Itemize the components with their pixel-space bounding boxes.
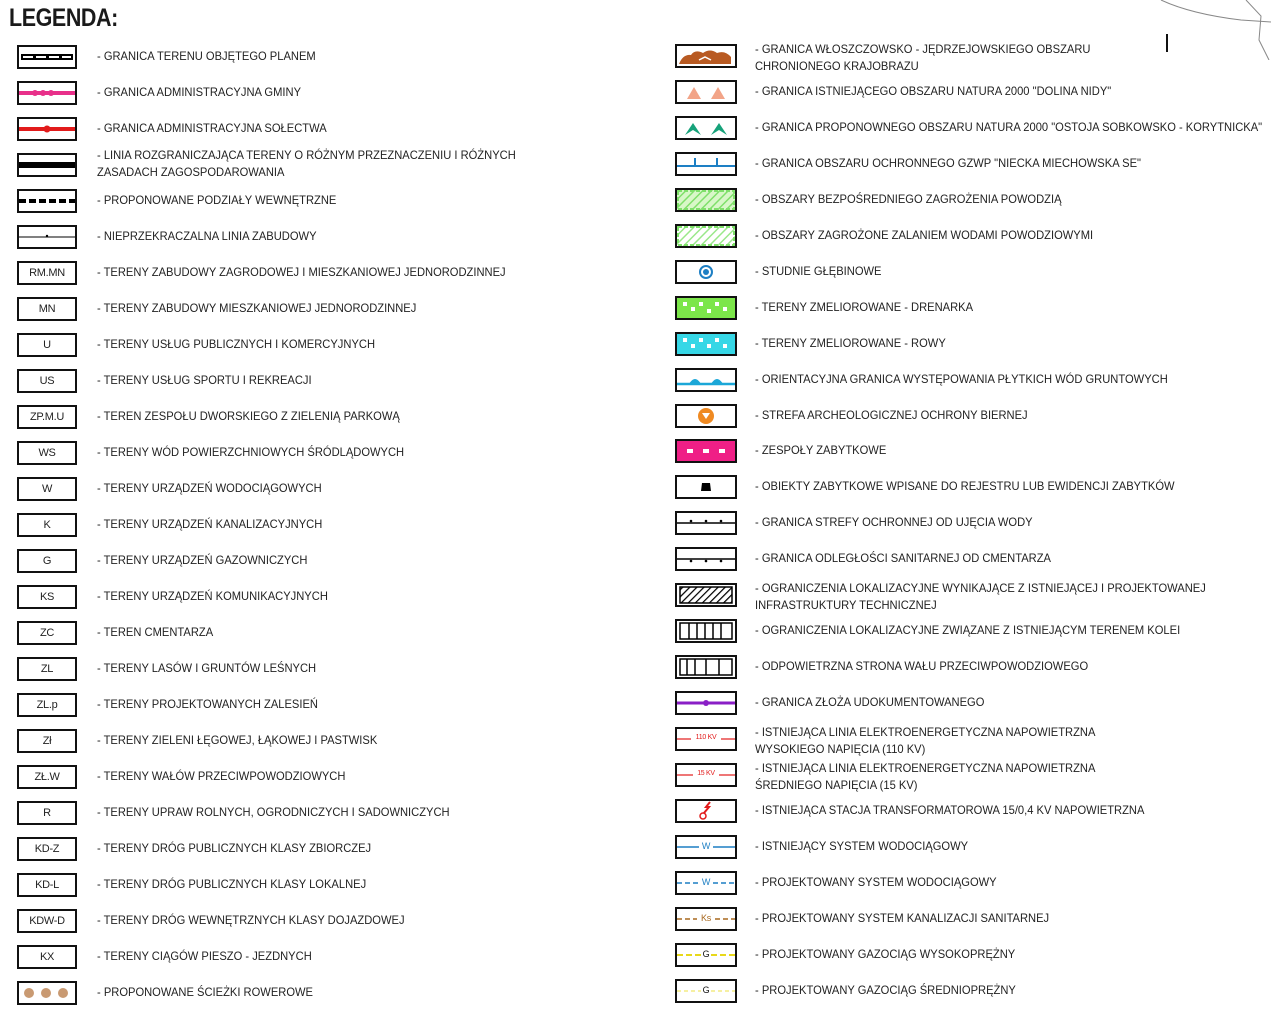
legend-symbol-code <box>17 585 77 609</box>
legend-item <box>0 621 640 657</box>
legend-description: - TERENY USŁUG PUBLICZNYCH I KOMERCYJNYCH <box>97 337 376 351</box>
legend-symbol-deposit <box>675 691 737 715</box>
legend-symbol-code <box>17 765 77 789</box>
legend-item <box>0 873 640 909</box>
legend-item <box>0 148 640 189</box>
legend-symbol-code: KX <box>39 951 55 963</box>
legend-symbol-landscape-area <box>675 44 737 68</box>
legend-description: - TERENY URZĄDZEŃ KANALIZACYJNYCH <box>97 517 323 531</box>
legend-description: - TEREN ZESPOŁU DWORSKIEGO Z ZIELENIĄ PARKOWĄ <box>97 409 400 423</box>
legend-item <box>660 511 1271 547</box>
legend-item <box>0 441 640 477</box>
legend-description: - OGRANICZENIA LOKALIZACYJNE ZWIĄZANE Z ISTNIEJĄCYM TERENEM KOLEI <box>755 623 1181 638</box>
legend-description: - TERENY CIĄGÓW PIESZO - JEZDNYCH <box>97 949 312 963</box>
legend-description: - NIEPRZEKRACZALNA LINIA ZABUDOWY <box>97 229 317 243</box>
legend-description: - GRANICA ZŁOŻA UDOKUMENTOWANEGO <box>755 695 985 710</box>
legend-description: - PROPONOWANE PODZIAŁY WEWNĘTRZNE <box>97 193 337 207</box>
legend-item <box>660 547 1271 583</box>
legend-symbol-flood-direct <box>675 188 737 212</box>
legend-item <box>0 945 640 981</box>
legend-symbol-power-15 <box>675 763 737 787</box>
legend-item <box>660 763 1271 799</box>
legend-symbol-code: G <box>702 984 710 995</box>
legend-item <box>660 224 1271 260</box>
legend-symbol-code: Zł <box>42 735 52 747</box>
legend-item <box>0 189 640 225</box>
legend-symbol-code <box>17 441 77 465</box>
legend-description: - GRANICA ISTNIEJĄCEGO OBSZARU NATURA 2000 "DOLINA NIDY" <box>755 83 1112 98</box>
legend-item <box>0 225 640 261</box>
legend-item <box>660 943 1271 979</box>
legend-description: - STREFA ARCHEOLOGICZNEJ OCHRONY BIERNEJ <box>755 407 1028 422</box>
legend-item <box>0 909 640 945</box>
legend-description: - TERENY ZIELENI ŁĘGOWEJ, ŁĄKOWEJ I PASTWISK <box>97 733 378 747</box>
legend-description: - GRANICA WŁOSZCZOWSKO - JĘDRZEJOWSKIEGO OBSZARU CHRONIONEGO KRAJOBRAZU <box>755 42 1091 73</box>
legend-item <box>660 979 1271 1015</box>
legend-symbol-code: WS <box>38 447 56 459</box>
legend-description: - TERENY URZĄDZEŃ WODOCIĄGOWYCH <box>97 481 322 495</box>
legend-description: - GRANICA STREFY OCHRONNEJ OD UJĘCIA WODY <box>755 515 1033 530</box>
legend-symbol-code: R <box>43 807 51 819</box>
legend-item <box>0 729 640 765</box>
legend-symbol-admin-gmina <box>17 81 77 105</box>
legend-item <box>0 333 640 369</box>
legend-symbol-ditches <box>675 332 737 356</box>
legend-item <box>0 261 640 297</box>
legend-description: - GRANICA ADMINISTRACYJNA SOŁECTWA <box>97 121 327 135</box>
legend-symbol-dividing-line <box>17 153 77 177</box>
legend-symbol-deep-well <box>675 260 737 284</box>
legend-description: - OBIEKTY ZABYTKOWE WPISANE DO REJESTRU LUB EWIDENCJI ZABYTKÓW <box>755 479 1175 494</box>
legend-item <box>0 369 640 405</box>
legend-symbol-flood-zone <box>675 224 737 248</box>
legend-symbol-code <box>17 369 77 393</box>
legend-symbol-archaeology <box>675 404 737 428</box>
legend-symbol-code: W <box>701 876 711 887</box>
legend-symbol-gas-high <box>675 943 737 967</box>
legend-symbol-code: ZŁ.W <box>34 771 60 783</box>
legend-symbol-code: RM.MN <box>29 267 65 279</box>
legend-symbol-natura-existing <box>675 80 737 104</box>
legend-item <box>0 981 640 1017</box>
legend-description: - TERENY WAŁÓW PRZECIWPOWODZIOWYCH <box>97 769 346 783</box>
legend-symbol-monument-object <box>675 475 737 499</box>
legend-item <box>660 404 1271 440</box>
legend-symbol-code: 110 KV <box>695 734 717 742</box>
legend-symbol-drainage <box>675 296 737 320</box>
legend-symbol-power-110 <box>675 727 737 751</box>
legend-symbol-cemetery-distance <box>675 547 737 571</box>
legend-description: - TERENY URZĄDZEŃ KOMUNIKACYJNYCH <box>97 589 328 603</box>
legend-symbol-code <box>17 405 77 429</box>
legend-description: - GRANICA TERENU OBJĘTEGO PLANEM <box>97 49 316 63</box>
legend-item <box>660 152 1271 188</box>
legend-symbol-code: Ks <box>701 912 711 923</box>
legend-description: - TERENY URZĄDZEŃ GAZOWNICZYCH <box>97 553 308 567</box>
legend-symbol-code: ZC <box>39 627 55 639</box>
legend-description: - TERENY ZABUDOWY ZAGRODOWEJ I MIESZKANIOWEJ JEDNORODZINNEJ <box>97 265 506 279</box>
legend-description: - GRANICA PROPONOWNEGO OBSZARU NATURA 2000 "OSTOJA SOBKOWSKO - KORYTNICKA" <box>755 119 1263 134</box>
legend-symbol-code: G <box>42 555 52 567</box>
legend-description: - TERENY DRÓG WEWNĘTRZNYCH KLASY DOJAZDOWEJ <box>97 913 405 927</box>
legend-description: - PROJEKTOWANY GAZOCIĄG WYSOKOPRĘŻNY <box>755 946 1016 961</box>
legend-item <box>660 44 1271 80</box>
legend-description: - PROPONOWANE ŚCIEŻKI ROWEROWE <box>97 985 313 999</box>
legend-item <box>0 657 640 693</box>
legend-item <box>660 799 1271 835</box>
legend-description: - TERENY DRÓG PUBLICZNYCH KLASY ZBIORCZEJ <box>97 841 372 855</box>
legend-title: LEGENDA: <box>9 4 118 32</box>
legend-symbol-code <box>17 909 77 933</box>
legend-item <box>660 368 1271 404</box>
legend-description: - ZESPOŁY ZABYTKOWE <box>755 443 887 458</box>
legend-description: - TERENY ZMELIOROWANE - ROWY <box>755 335 946 350</box>
legend-item <box>0 837 640 873</box>
legend-symbol-code: 15 KV <box>697 770 715 777</box>
legend-item <box>660 475 1271 511</box>
legend-description: - ISTNIEJĄCA LINIA ELEKTROENERGETYCZNA NAPOWIETRZNA WYSOKIEGO NAPIĘCIA (110 KV) <box>755 725 1096 757</box>
legend-description: - GRANICA ODLEGŁOŚCI SANITARNEJ OD CMENTARZA <box>755 551 1051 566</box>
legend-description: - ORIENTACYJNA GRANICA WYSTĘPOWANIA PŁYTKICH WÓD GRUNTOWYCH <box>755 371 1168 386</box>
legend-description: - STUDNIE GŁĘBINOWE <box>755 263 882 278</box>
legend-symbol-code: W <box>41 483 53 495</box>
legend-symbol-admin-solectwo <box>17 117 77 141</box>
legend-description: - TERENY UPRAW ROLNYCH, OGRODNICZYCH I SADOWNICZYCH <box>97 805 450 819</box>
legend-symbol-sewage <box>675 907 737 931</box>
legend-item <box>660 260 1271 296</box>
legend-item <box>660 296 1271 332</box>
legend-symbol-building-line <box>17 225 77 249</box>
legend-item <box>0 585 640 621</box>
legend-description: - TERENY WÓD POWIERZCHNIOWYCH ŚRÓDLĄDOWYCH <box>97 445 405 459</box>
legend-symbol-code <box>17 621 77 645</box>
legend-symbol-code: KDW-D <box>29 915 65 927</box>
legend-description: - ISTNIEJĄCA STACJA TRANSFORMATOROWA 15/0,4 KV NAPOWIETRZNA <box>755 802 1145 817</box>
legend-item <box>660 907 1271 943</box>
legend-description: - OBSZARY BEZPOŚREDNIEGO ZAGROŻENIA POWODZIĄ <box>755 191 1062 206</box>
legend-item <box>660 188 1271 224</box>
legend-symbol-plan-boundary <box>17 45 77 69</box>
legend-item <box>0 405 640 441</box>
legend-description: - ISTNIEJĄCY SYSTEM WODOCIĄGOWY <box>755 838 969 853</box>
legend-symbol-code <box>17 549 77 573</box>
legend-symbol-code <box>17 873 77 897</box>
legend-description: - ODPOWIETRZNA STRONA WAŁU PRZECIWPOWODZIOWEGO <box>755 659 1089 674</box>
legend-item <box>0 513 640 549</box>
legend-description: - GRANICA OBSZARU OCHRONNEGO GZWP "NIECKA MIECHOWSKA SE" <box>755 155 1141 170</box>
legend-item <box>660 619 1271 655</box>
legend-symbol-code <box>17 297 77 321</box>
legend-item <box>660 332 1271 368</box>
legend-item <box>660 871 1271 907</box>
legend-item <box>660 583 1271 619</box>
legend-description: - PROJEKTOWANY GAZOCIĄG ŚREDNIOPRĘŻNY <box>755 982 1016 997</box>
legend-item <box>660 439 1271 475</box>
legend-symbol-code: ZL <box>40 663 54 675</box>
legend-symbol-code: KD-Z <box>34 843 60 855</box>
legend-symbol-code <box>17 801 77 825</box>
legend-symbol-code <box>17 513 77 537</box>
legend-symbol-infra-hatch <box>675 583 737 607</box>
legend-symbol-gas-medium <box>675 979 737 1003</box>
legend-item <box>0 549 640 585</box>
legend-symbol-code: KS <box>39 591 55 603</box>
legend-symbol-code <box>17 333 77 357</box>
legend-description: - PROJEKTOWANY SYSTEM WODOCIĄGOWY <box>755 874 997 889</box>
legend-symbol-bike-paths <box>17 981 77 1005</box>
legend-symbol-water-existing <box>675 835 737 859</box>
legend-symbol-natura-proposed <box>675 116 737 140</box>
legend-symbol-code: W <box>701 840 711 851</box>
legend-symbol-gzwp <box>675 152 737 176</box>
legend-symbol-code <box>17 729 77 753</box>
legend-item <box>660 655 1271 691</box>
legend-description: - TERENY ZMELIOROWANE - DRENARKA <box>755 299 974 314</box>
legend-symbol-code <box>17 657 77 681</box>
legend-symbol-code: US <box>39 375 55 387</box>
legend-symbol-code: U <box>43 339 51 351</box>
legend-symbol-code: ZP.M.U <box>29 411 65 423</box>
legend-symbol-code <box>17 477 77 501</box>
legend-item <box>0 765 640 801</box>
legend-description: - PROJEKTOWANY SYSTEM KANALIZACJI SANITARNEJ <box>755 910 1050 925</box>
legend-symbol-code <box>17 945 77 969</box>
legend-item <box>0 801 640 837</box>
legend-item <box>660 727 1271 763</box>
legend-symbol-transformer <box>675 799 737 823</box>
legend-symbol-internal-division <box>17 189 77 213</box>
legend-description: - TERENY ZABUDOWY MIESZKANIOWEJ JEDNORODZINNEJ <box>97 301 417 315</box>
legend-symbol-monument-complex <box>675 439 737 463</box>
legend-item <box>660 116 1271 152</box>
legend-item <box>0 81 640 117</box>
legend-description: - OGRANICZENIA LOKALIZACYJNE WYNIKAJĄCE Z ISTNIEJĄCEJ I PROJEKTOWANEJ INFRASTRUKTURY TECHNICZNEJ <box>755 581 1206 613</box>
legend-symbol-water-proposed <box>675 871 737 895</box>
legend-description: - GRANICA ADMINISTRACYJNA GMINY <box>97 85 302 99</box>
legend-description: - ISTNIEJĄCA LINIA ELEKTROENERGETYCZNA NAPOWIETRZNA ŚREDNIEGO NAPIĘCIA (15 KV) <box>755 761 1096 792</box>
legend-item <box>0 297 640 333</box>
legend-symbol-code: K <box>43 519 51 531</box>
legend-description: - LINIA ROZGRANICZAJĄCA TERENY O RÓŻNYM PRZEZNACZENIU I RÓŻNYCH ZASADACH ZAGOSPODAROWANIA <box>97 148 516 179</box>
legend-item <box>660 691 1271 727</box>
legend-symbol-code: ZL.p <box>36 699 58 711</box>
legend-symbol-code <box>17 693 77 717</box>
legend-item <box>660 80 1271 116</box>
legend-description: - TERENY LASÓW I GRUNTÓW LEŚNYCH <box>97 661 317 675</box>
legend-symbol-code <box>17 837 77 861</box>
legend-item <box>0 477 640 513</box>
legend-symbol-code <box>17 261 77 285</box>
legend-symbol-groundwater <box>675 368 737 392</box>
legend-item <box>0 45 640 81</box>
legend-item <box>0 693 640 729</box>
legend-description: - OBSZARY ZAGROŻONE ZALANIEM WODAMI POWODZIOWYMI <box>755 227 1094 242</box>
legend-symbol-railway <box>675 619 737 643</box>
legend-description: - TERENY DRÓG PUBLICZNYCH KLASY LOKALNEJ <box>97 877 367 891</box>
legend-symbol-code: KD-L <box>35 879 59 891</box>
legend-description: - TERENY PROJEKTOWANYCH ZALESIEŃ <box>97 697 318 711</box>
legend-symbol-flood-bank <box>675 655 737 679</box>
legend-symbol-code: MN <box>38 303 56 315</box>
legend-item <box>660 835 1271 871</box>
legend-description: - TEREN CMENTARZA <box>97 625 214 639</box>
legend-description: - TERENY USŁUG SPORTU I REKREACJI <box>97 373 312 387</box>
legend-symbol-water-protection <box>675 511 737 535</box>
legend-symbol-code: G <box>702 948 710 959</box>
